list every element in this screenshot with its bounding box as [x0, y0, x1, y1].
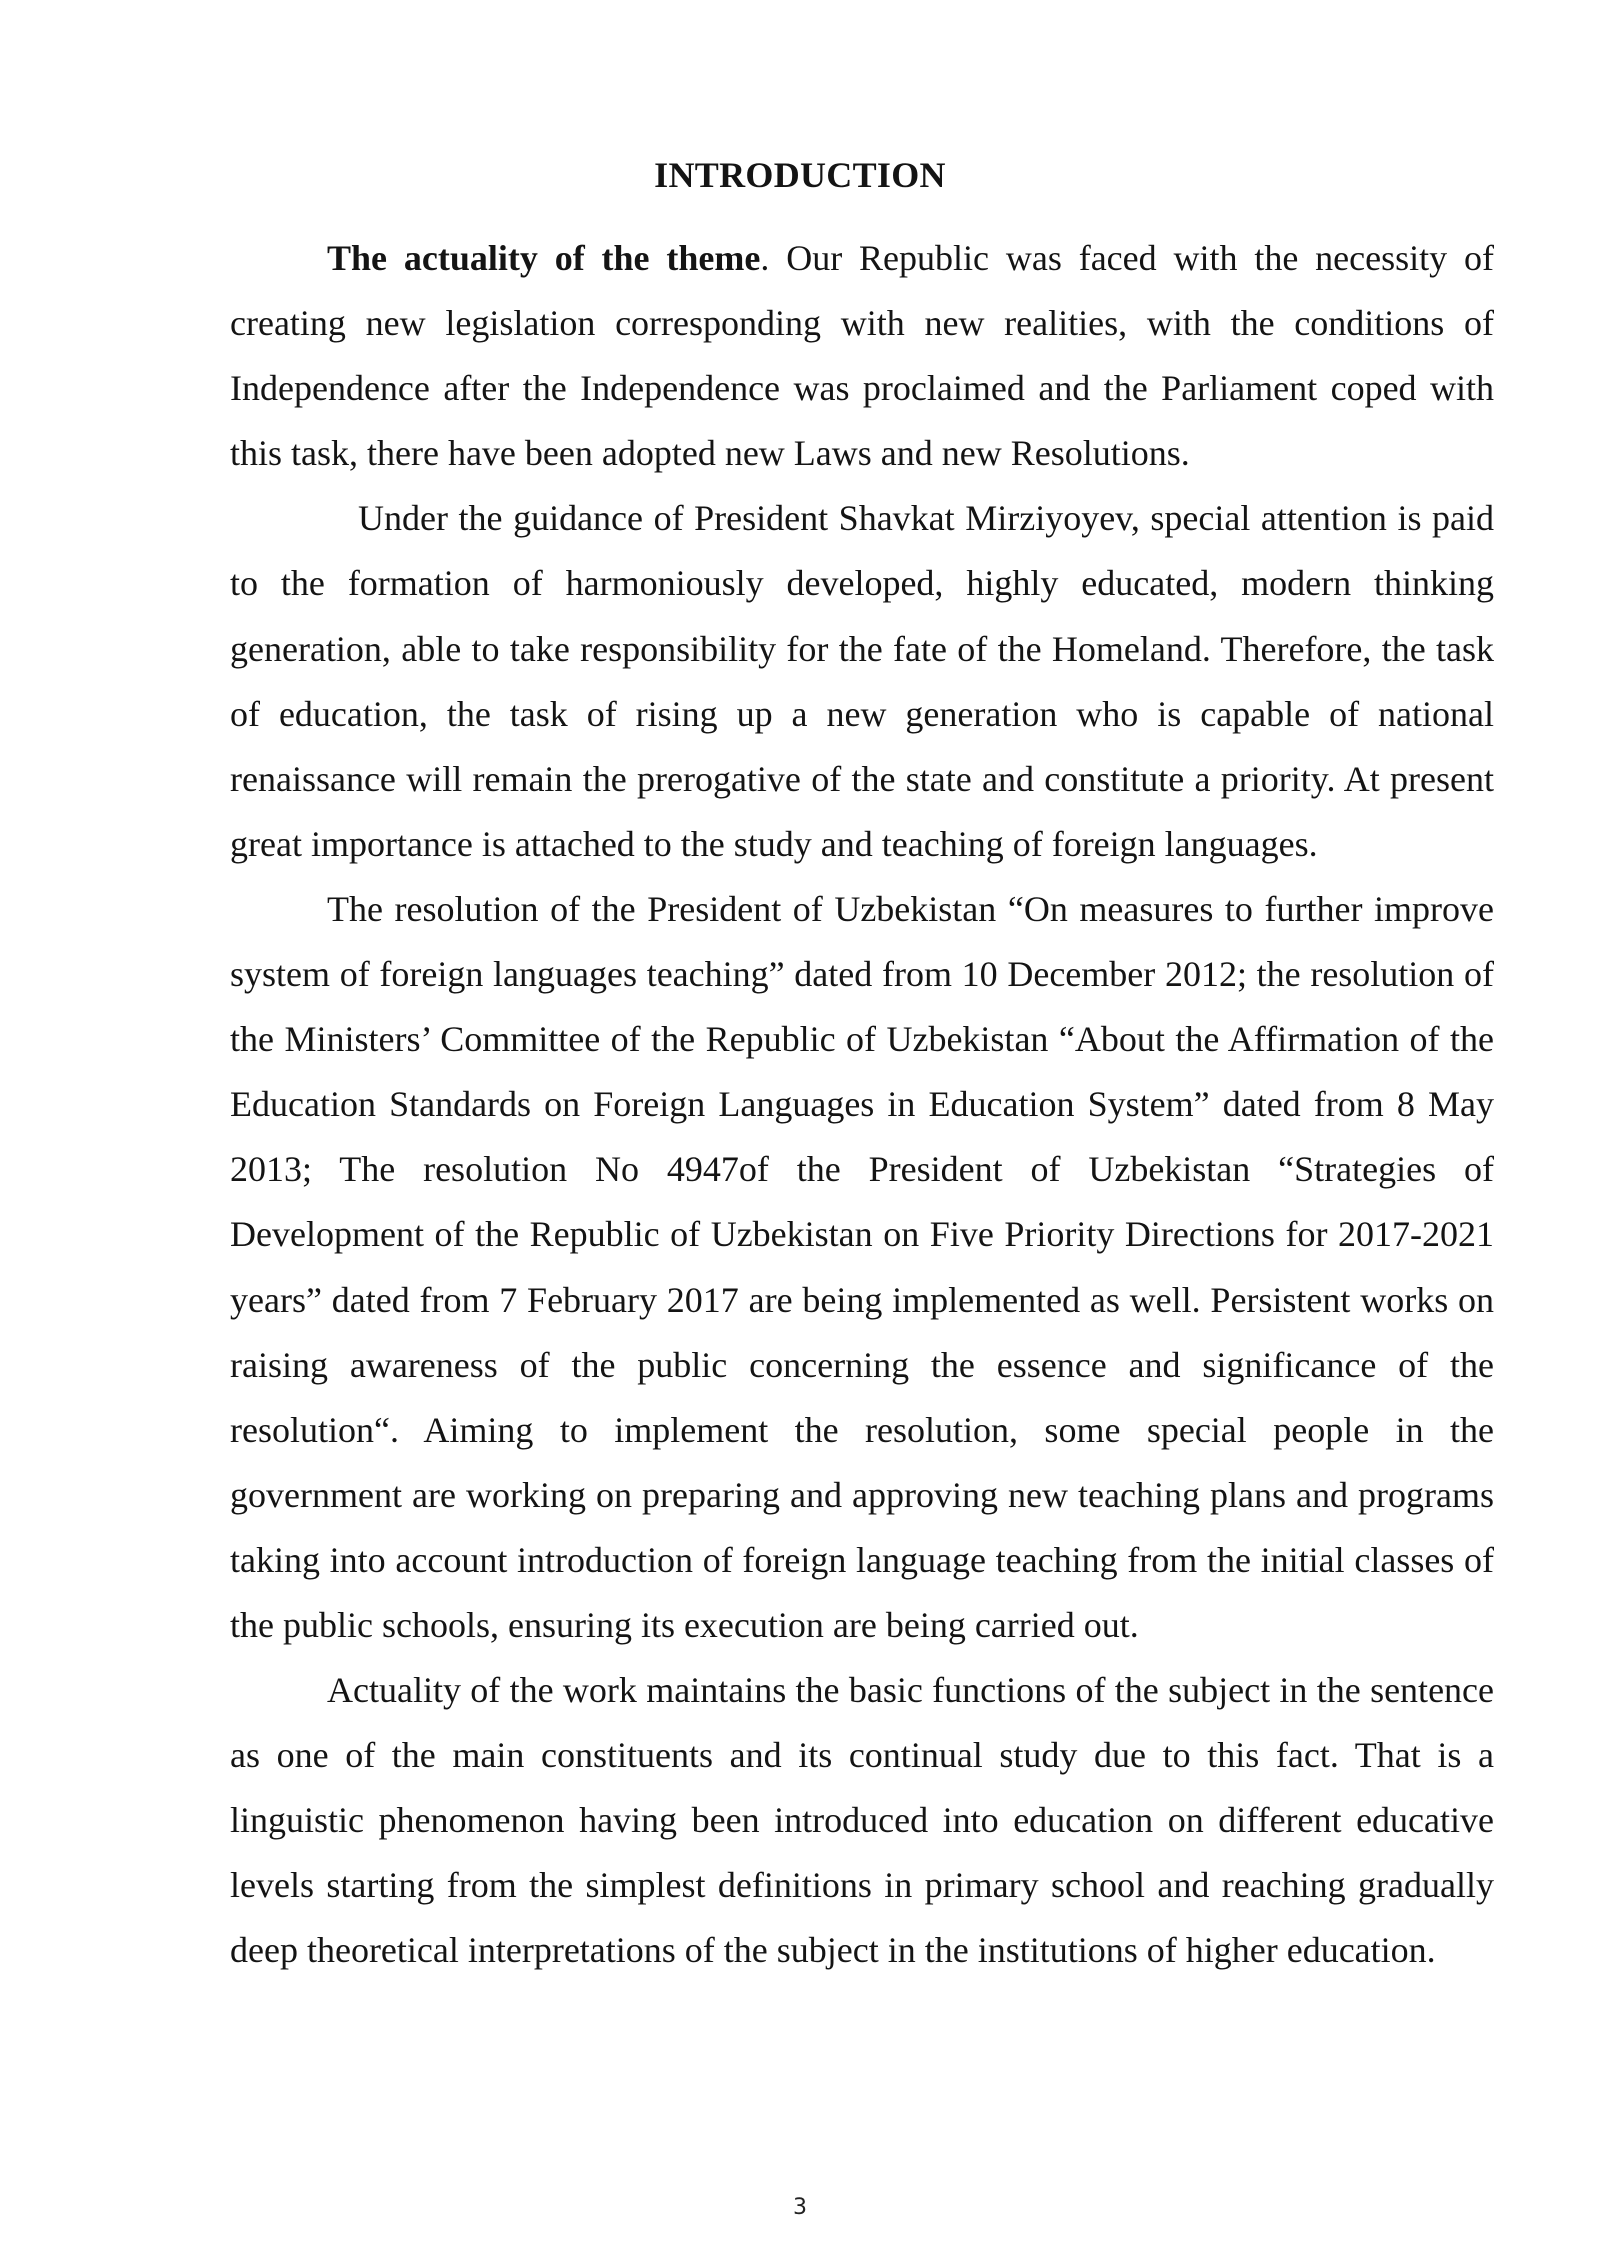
page-number: 3: [793, 2195, 807, 2220]
paragraph-guidance: [230, 486, 1494, 877]
section-title: INTRODUCTION: [654, 155, 946, 195]
paragraph-actuality-of-work: [230, 1658, 1494, 1983]
paragraph-text: Actuality of the work maintains the basic functions of the subject in the sentence as one of the main constituents and its continual study due to this fact. That is a linguistic phenomenon having been introduced into education on different educative levels starting from the simplest definitions in primary school and reaching gradually deep theoretical interpretations of the subject in the institutions of higher education.: [230, 1670, 1494, 1971]
paragraph-actuality: [230, 226, 1494, 486]
paragraph-lead-heading: The actuality of the theme: [327, 238, 761, 278]
paragraph-resolutions: [230, 877, 1494, 1658]
paragraph-text: Under the guidance of President Shavkat Mirziyoyev, special attention is paid to the formation of harmoniously developed, highly educated, modern thinking generation, able to take responsibility for the fate of the Homeland. Therefore, the task of education, the task of rising up a new generation who is capable of national renaissance will remain the prerogative of the state and constitute a priority. At present great importance is attached to the study and teaching of foreign languages.: [230, 498, 1494, 864]
paragraph-text: . Our Republic was faced with the necessity of creating new legislation corresponding with new realities, with the conditions of Independence after the Independence was proclaimed and the Parliament coped with this task, there have been adopted new Laws and new Resolutions.: [230, 238, 1494, 474]
paragraph-text: The resolution of the President of Uzbekistan “On measures to further improve system of foreign languages teaching” dated from 10 December 2012; the resolution of the Ministers’ Committee of the Republic of Uzbekistan “About the Affirmation of the Education Standards on Foreign Languages in Education System” dated from 8 May 2013; The resolution No 4947of the President of Uzbekistan “Strategies of Development of the Republic of Uzbekistan on Five Priority Directions for 2017-2021 years” dated from 7 February 2017 are being implemented as well. Persistent works on raising awareness of the public concerning the essence and significance of the resolution“. Aiming to implement the resolution, some special people in the government are working on preparing and approving new teaching plans and programs taking into account introduction of foreign language teaching from the initial classes of the public schools, ensuring its execution are being carried out.: [230, 888, 1494, 1645]
body-text: [230, 226, 1494, 1984]
